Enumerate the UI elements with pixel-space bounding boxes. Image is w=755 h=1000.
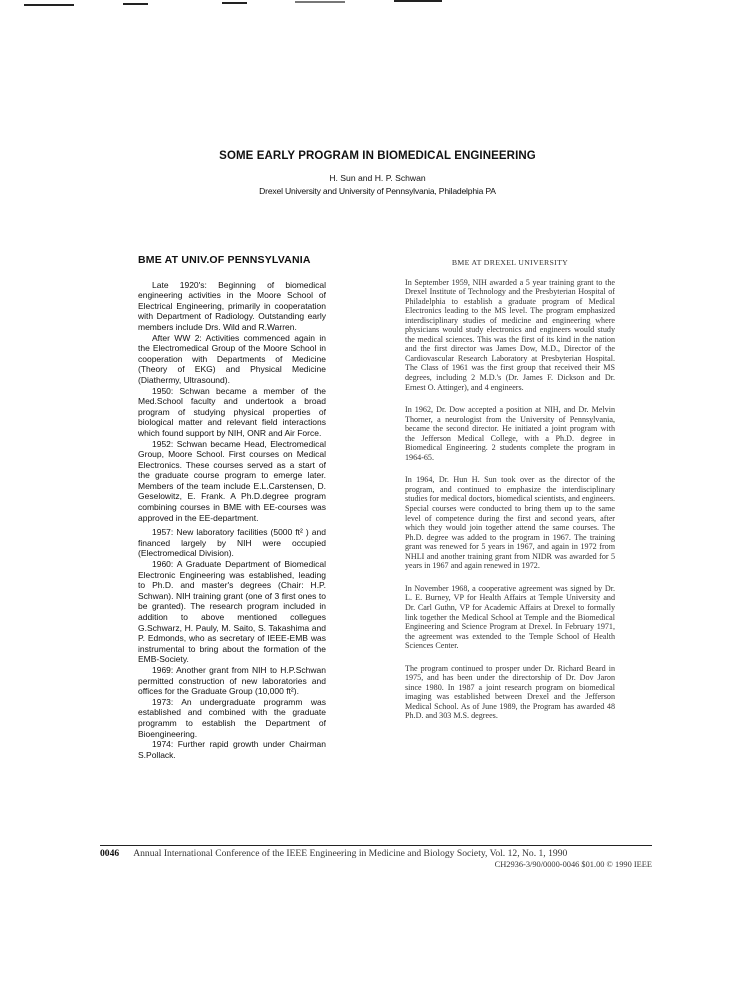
paragraph: In 1964, Dr. Hun H. Sun took over as the director of the program, and continued to emphasize the interdisciplinary studies for medical doctors, biomedical scientists, and engineers. Special courses were conducted to bring them up to the same level of competence during the first and second years, after which they would join together attend the same courses. The Ph.D. degree was added to the program in 1967. The training grant was renewed for 5 years in 1967, and again in 1972 from NHLI and another training grant from NIDR was awarded for 5 years in 1967 and again renewed in 1972. bbox=[405, 475, 615, 571]
section-heading-penn: BME AT UNIV.OF PENNSYLVANIA bbox=[138, 254, 311, 266]
paragraph: 1960: A Graduate Department of Biomedical Electronic Engineering was established, leading to Ph.D. and master's degrees (Chair: H.P. Schwan). NIH training grant (one of 3 first ones to be granted). The research program included in addition to above mentioned collegues G.Schwarz, H. Pauly, M. Saito, S. Takashima and P. Edmonds, who as secretary of IEEE-EMB was instrumental to bring about the formation of the EMB-Society. bbox=[138, 559, 326, 665]
paper-authors: H. Sun and H. P. Schwan bbox=[329, 173, 426, 183]
scan-artifact bbox=[24, 4, 74, 6]
paragraph: 1969: Another grant from NIH to H.P.Schwan permitted construction of new laboratories and offices for the Graduate Group (10,000 ft²). bbox=[138, 664, 326, 697]
scan-artifact bbox=[123, 3, 148, 5]
footer-rule bbox=[100, 845, 652, 846]
scan-artifact bbox=[394, 0, 442, 2]
paragraph: 1973: An undergraduate programm was established and combined with the graduate programm to establish the Department of Bioengineering. bbox=[138, 696, 326, 739]
paragraph: In November 1968, a cooperative agreement was signed by Dr. L. E. Burney, VP for Health Affairs at Temple University and Dr. Carl Guthn, VP for Academic Affairs at Drexel to formally link together the Medical School at Temple and the Biomedical Engineering and Science Program at Drexel. In February 1971, the agreement was extended to the Temple School of Health Sciences Center. bbox=[405, 583, 615, 651]
paper-affiliation: Drexel University and University of Pennsylvania, Philadelphia PA bbox=[259, 186, 496, 196]
left-column bbox=[138, 255, 326, 760]
section-heading-drexel: BME AT DREXEL UNIVERSITY bbox=[451, 258, 569, 267]
page-number: 0046 bbox=[100, 848, 120, 859]
footer-line-1 bbox=[100, 848, 652, 859]
scan-artifact bbox=[222, 2, 247, 4]
copyright-code: CH2936-3/90/0000-0046 $01.00 © 1990 IEEE bbox=[494, 860, 652, 869]
page-footer bbox=[100, 848, 652, 869]
paragraph: 1974: Further rapid growth under Chairman S.Pollack. bbox=[138, 739, 326, 760]
right-column bbox=[405, 258, 615, 734]
paragraph: Late 1920's: Beginning of biomedical engineering activities in the Moore School of Electrical Engineering, primarily in cooperatation with Department of Radiology. Outstanding early members include Drs. Wild and R.Warren. bbox=[138, 279, 326, 332]
paragraph: In September 1959, NIH awarded a 5 year training grant to the Drexel Institute of Technology and the Presbyterian Hospital of Philadelphia to establish a graduate program of Medical Electronics leading to the MS level. The program emphasized interdisciplinary studies of medicine and engineering where physicians would study electronics and engineers would study the medical sciences. This was the first of its kind in the nation and the first director was James Dow, M.D., Director of the Cardiovascular Research Laboratory at Presbyterian Hospital. The Class of 1961 was the first group that received their MS degrees, including 2 M.D.'s (Dr. James F. Dickson and Dr. Ernest O. Attinger), and 4 engineers. bbox=[405, 277, 615, 392]
paragraph: 1950: Schwan became a member of the Med.School faculty and undertook a broad program of studying physical properties of biological matter and relevant field interactions which found support by NIH, ONR and Air Force. bbox=[138, 385, 326, 438]
paragraph: The program continued to prosper under Dr. Richard Beard in 1975, and has been under the directorship of Dr. Dov Jaron since 1980. In 1987 a joint research program on biomedical imaging was established between Drexel and the Jefferson Medical School. As of June 1989, the Program has awarded 48 Ph.D. and 303 M.S. degrees. bbox=[405, 663, 615, 721]
paragraph: 1952: Schwan became Head, Electromedical Group, Moore School. First courses on Medical Electronics. These courses served as a start of the graduate course program to emerge later. Members of the team include E.L.Carstensen, D. Geselowitz, E. Frank. A Ph.D.degree program combining courses in BME with EE-courses was approved in the EE-department. bbox=[138, 438, 326, 523]
paragraph: 1957: New laboratory facilities (5000 ft² ) and financed largely by NIH were occupied (Electromedical Division). bbox=[138, 527, 326, 559]
scan-artifact bbox=[295, 1, 345, 3]
paragraph: In 1962, Dr. Dow accepted a position at NIH, and Dr. Melvin Thorner, a neurologist from the University of Pennsylvania, became the second director. He initiated a joint program with the Jefferson Medical College, with a Ph.D. degree in Biomedical Engineering. 2 students complete the program in 1964-65. bbox=[405, 405, 615, 462]
paper-title: SOME EARLY PROGRAM IN BIOMEDICAL ENGINEERING bbox=[219, 150, 536, 162]
paragraph: After WW 2: Activities commenced again in the Electromedical Group of the Moore School in cooperation with Departments of Medicine (Theory of EKG) and Physical Medicine (Diathermy, Ultrasound). bbox=[138, 332, 326, 385]
conference-name: Annual International Conference of the IEEE Engineering in Medicine and Biology Society, Vol. 12, No. 1, 1990 bbox=[133, 848, 568, 859]
